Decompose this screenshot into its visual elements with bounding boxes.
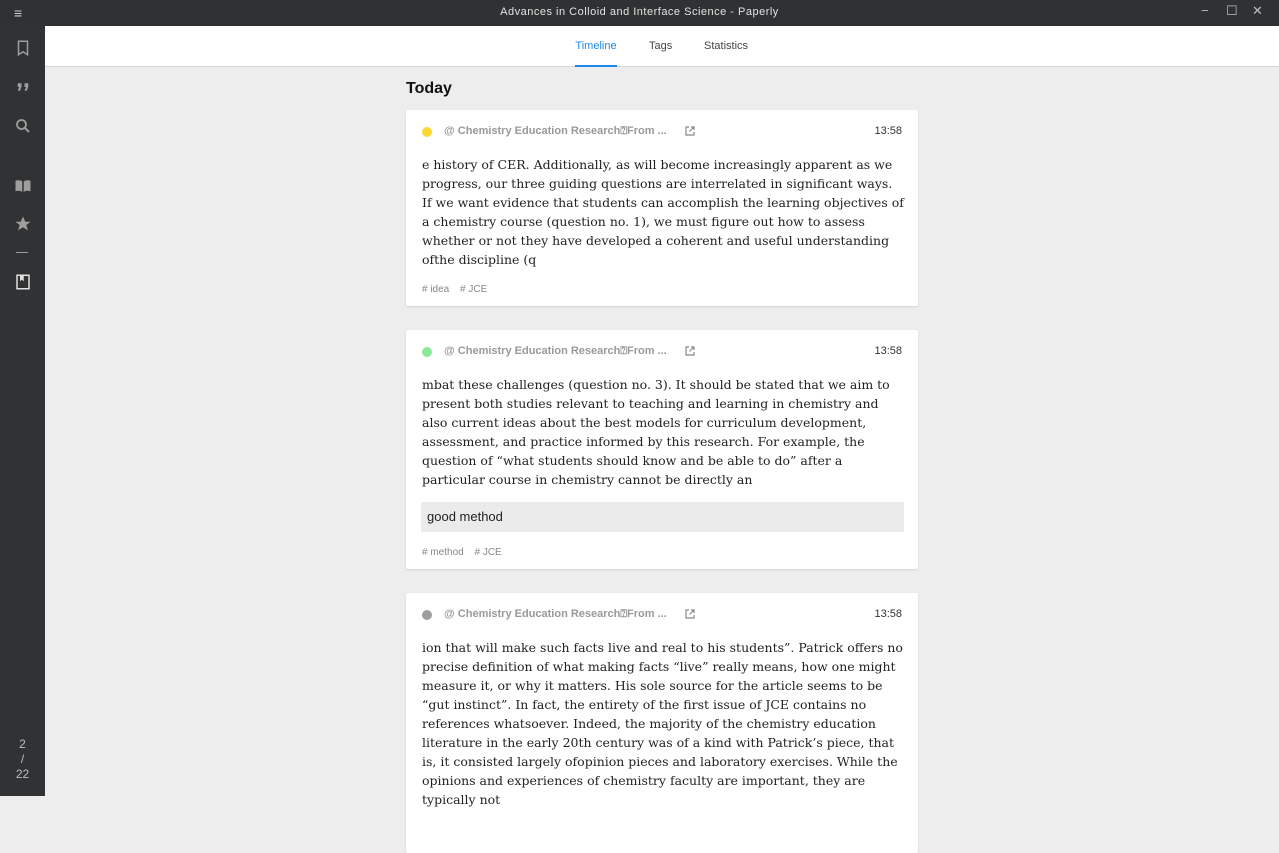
tag[interactable]: # JCE <box>474 547 502 558</box>
color-dot <box>422 127 432 137</box>
pager-current: 2 <box>19 737 26 751</box>
external-link-icon[interactable] <box>684 345 696 357</box>
tab-timeline[interactable]: Timeline <box>575 40 617 67</box>
highlight-card[interactable] <box>406 593 918 853</box>
card-header <box>422 126 902 138</box>
timestamp: 13:58 <box>874 608 902 620</box>
book-open-icon[interactable] <box>0 172 45 200</box>
tag[interactable]: # JCE <box>460 284 488 295</box>
tag-list <box>422 284 495 295</box>
tab-statistics[interactable]: Statistics <box>704 40 749 52</box>
timeline <box>406 67 918 807</box>
star-icon[interactable] <box>0 210 45 238</box>
source-link[interactable]: @ Chemistry Education Research⍰From ... <box>444 345 667 357</box>
tag[interactable]: # idea <box>422 284 450 295</box>
title-bar <box>0 0 1279 26</box>
quote-icon[interactable] <box>0 73 45 101</box>
highlight-card[interactable] <box>406 110 918 306</box>
sidebar <box>0 26 45 796</box>
maximize-button[interactable]: ☐ <box>1226 3 1238 18</box>
minimize-button[interactable]: − <box>1201 3 1209 18</box>
color-dot <box>422 347 432 357</box>
timestamp: 13:58 <box>874 345 902 357</box>
excerpt-text: mbat these challenges (question no. 3). It should be stated that we aim to present both studies relevant to teaching and learning in chemistry and also current ideas about the best models for curriculum development, assessment, and practice informed by this research. For example, the question of “what students should know and be able to do” after a particular course in chemistry cannot be directly an <box>422 377 890 487</box>
search-icon[interactable] <box>0 112 45 140</box>
note-text[interactable]: good method <box>421 502 904 532</box>
bookmark-icon[interactable] <box>0 34 45 62</box>
close-button[interactable]: ✕ <box>1252 3 1263 18</box>
notebook-icon[interactable] <box>0 268 45 296</box>
tab-tags[interactable]: Tags <box>649 40 673 52</box>
timestamp: 13:58 <box>874 125 902 137</box>
tag[interactable]: # method <box>422 547 464 558</box>
section-title: Today <box>406 80 452 97</box>
tab-bar <box>45 26 1279 67</box>
pager-total: 22 <box>15 767 30 781</box>
excerpt-text: ion that will make such facts live and real to his students”. Patrick offers no precise definition of what making facts “live” really means, how one might measure it, or why it matters. His sole source for the article seems to be “gut instinct”. In fact, the entirety of the first issue of JCE contains no references whatsoever. Indeed, the majority of the chemistry education literature in the early 20th century was of a kind with Patrick’s piece, that is, it consisted largely ofopinion pieces and laboratory exercises. While the opinions and experiences of chemistry faculty are important, they are typically not <box>422 640 903 807</box>
window-title: Advances in Colloid and Interface Science - Paperly <box>500 6 779 18</box>
source-link[interactable]: @ Chemistry Education Research⍰From ... <box>444 608 667 620</box>
card-header <box>422 346 902 358</box>
external-link-icon[interactable] <box>684 608 696 620</box>
highlight-card[interactable] <box>406 330 918 569</box>
pager-separator: / <box>20 752 25 766</box>
external-link-icon[interactable] <box>684 125 696 137</box>
sidebar-separator <box>16 252 28 253</box>
color-dot <box>422 610 432 620</box>
tag-list <box>422 547 510 558</box>
hamburger-menu-icon[interactable]: ≡ <box>14 5 23 21</box>
card-header <box>422 609 902 621</box>
source-link[interactable]: @ Chemistry Education Research⍰From ... <box>444 125 667 137</box>
excerpt-text: e history of CER. Additionally, as will become increasingly apparent as we progress, our three guiding questions are interrelated in significant ways. If we want evidence that students can accomplish the learning objectives of a chemistry course (question no. 1), we must figure out how to assess whether or not they have developed a coherent and useful understanding ofthe discipline (q <box>422 157 904 267</box>
